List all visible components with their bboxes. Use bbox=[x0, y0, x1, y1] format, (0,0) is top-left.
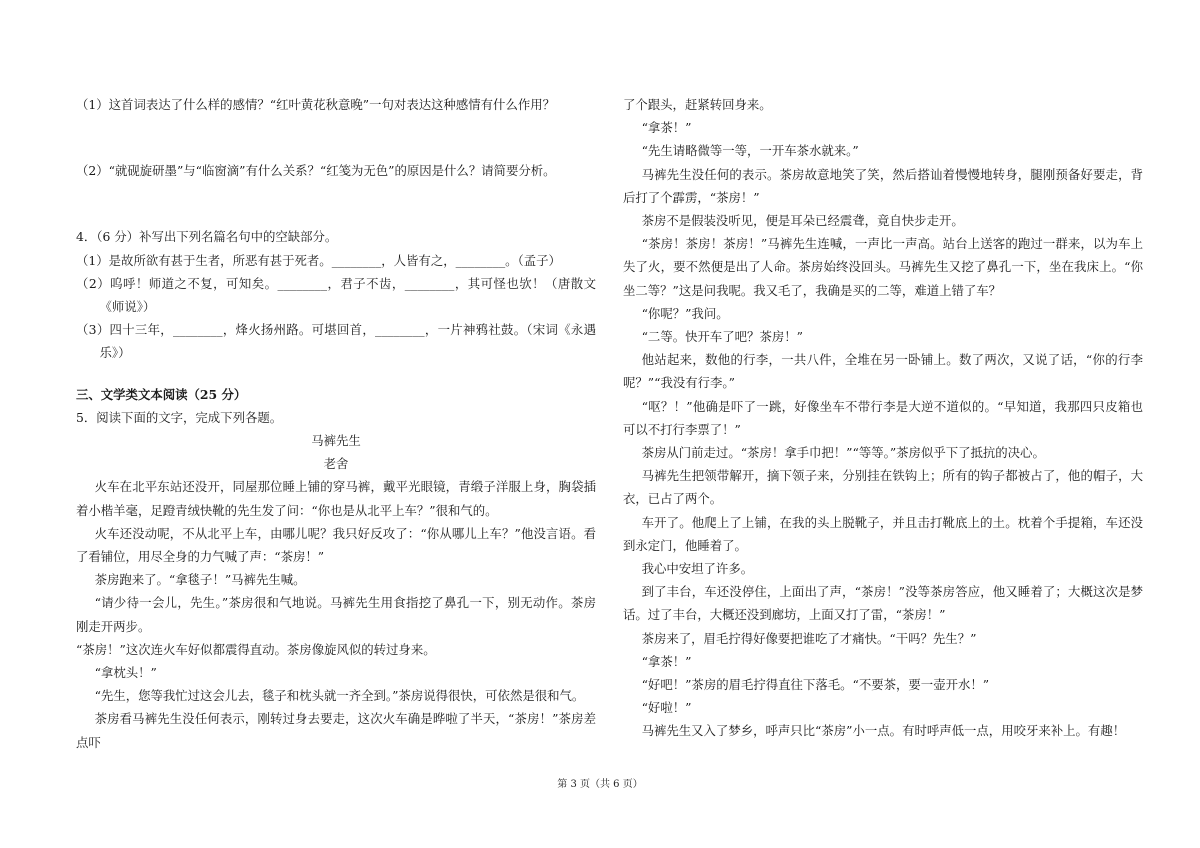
story-paragraph: 茶房不是假装没听见，便是耳朵已经震聋，竟自快步走开。 bbox=[641, 213, 964, 229]
section-3-title: 三、文学类文本阅读（25 分） bbox=[76, 386, 247, 402]
story-paragraph: “先生请略微等一等，一开车茶水就来。” bbox=[641, 143, 859, 159]
story-paragraph: 我心中安坦了许多。 bbox=[641, 561, 754, 577]
right-column bbox=[623, 93, 1143, 743]
story-paragraph: 茶房看马裤先生没任何表示，刚转过身去要走，这次火车确是晔啦了半天，“茶房！”茶房差点吓 bbox=[76, 711, 596, 750]
story-author: 老舍 bbox=[323, 456, 349, 472]
question-4-title: 4．（6 分）补写出下列名篇名句中的空缺部分。 bbox=[76, 229, 338, 245]
question-4-item-2: （2）呜呼！师道之不复，可知矣。________，君子不齿，________，其可怪也欤！（唐散文《师说》） bbox=[76, 275, 596, 315]
story-paragraph: “你呢？”我问。 bbox=[641, 305, 729, 321]
story-paragraph: 火车还没动呢，不从北平上车，由哪儿呢？我只好反攻了：“你从哪儿上车？”他没言语。看了看铺位，用尽全身的力气喊了声：“茶房！” bbox=[76, 525, 596, 565]
story-paragraph: 马裤先生没任何的表示。茶房故意地笑了笑，然后搭讪着慢慢地转身，腿刚预备好要走，背后打了个霹雳，“茶房！” bbox=[623, 166, 1143, 205]
story-paragraph: “好吧！”茶房的眉毛拧得直往下落毛。“不要茶，要一壶开水！” bbox=[641, 677, 990, 693]
story-paragraph: 茶房跑来了。“拿毯子！”马裤先生喊。 bbox=[94, 572, 306, 588]
question-1: （1）这首词表达了什么样的感情？“红叶黄花秋意晚”一句对表达这种感情有什么作用？ bbox=[76, 97, 556, 112]
story-paragraph: 火车在北平东站还没开，同屋那位睡上铺的穿马裤，戴平光眼镜，青缎子洋服上身，胸袋插着小楷羊毫，足蹬青绒快靴的先生发了问：“你也是从北平上车？”很和气的。 bbox=[76, 479, 596, 518]
story-paragraph: 到了丰台，车还没停住，上面出了声，“茶房！”没等茶房答应，他又睡着了；大概这次是梦话。过了丰台，大概还没到廊坊，上面又打了雷，“茶房！” bbox=[623, 584, 1143, 623]
page-footer bbox=[0, 775, 1200, 790]
story-paragraph: “好啦！” bbox=[641, 700, 692, 716]
story-paragraph: “茶房！茶房！茶房！”马裤先生连喊，一声比一声高。站台上送客的跑过一群来，以为车上失了火，要不然便是出了人命。茶房始终没回头。马裤先生又挖了鼻孔一下，坐在我床上。“你坐二等？”这是问我呢。我又毛了，我确是买的二等，难道上错了车？ bbox=[623, 236, 1143, 298]
left-column bbox=[76, 93, 596, 754]
story-paragraph: 马裤先生又入了梦乡，呼声只比“茶房”小一点。有时呼声低一点，用咬牙来补上。有趣！ bbox=[641, 723, 1126, 739]
question-2: （2）“就砚旋研墨”与“临窗滴”有什么关系？“红笺为无色”的原因是什么？请简要分析。 bbox=[76, 163, 556, 179]
question-4-item-1: （1）是故所欲有甚于生者，所恶有甚于死者。________，人皆有之，________。（孟子） bbox=[76, 252, 561, 268]
story-title: 马裤先生 bbox=[311, 433, 361, 449]
question-4-item-3: （3）四十三年，________，烽火扬州路。可堪回首，________，一片神鸦社鼓。（宋词《永遇乐》） bbox=[76, 322, 596, 361]
story-paragraph: “先生，您等我忙过这会儿去，毯子和枕头就一齐全到。”茶房说得很快，可依然是很和气。 bbox=[94, 688, 585, 704]
story-paragraph: “请少待一会儿，先生。”茶房很和气地说。马裤先生用食指挖了鼻孔一下，别无动作。茶房刚走开两步。 bbox=[76, 595, 596, 634]
page-number: 第 3 页（共 6 页） bbox=[557, 779, 643, 790]
story-paragraph: “呕？！”他确是吓了一跳，好像坐车不带行李是大逆不道似的。“早知道，我那四只皮箱也可以不打行李票了！” bbox=[623, 398, 1143, 437]
story-paragraph: 茶房从门前走过。“茶房！拿手巾把！”“等等。”茶房似乎下了抵抗的决心。 bbox=[641, 445, 1045, 461]
story-paragraph: 车开了。他爬上了上铺，在我的头上脱靴子，并且击打靴底上的土。枕着个手提箱，车还没到永定门，他睡着了。 bbox=[623, 514, 1143, 553]
story-paragraph: “拿茶！” bbox=[641, 653, 692, 669]
story-paragraph: 他站起来，数他的行李，一共八件，全堆在另一卧铺上。数了两次，又说了话，“你的行李呢？”“我没有行李。” bbox=[623, 352, 1143, 391]
story-paragraph: 马裤先生把领带解开，摘下领子来，分别挂在铁钩上；所有的钩子都被占了，他的帽子，大衣，已占了两个。 bbox=[623, 468, 1143, 507]
story-paragraph: 茶房来了，眉毛拧得好像要把谁吃了才痛快。“干吗？先生？” bbox=[641, 630, 977, 646]
story-paragraph: 了个跟头，赶紧转回身来。 bbox=[623, 97, 772, 112]
story-paragraph: “二等。快开车了吧？茶房！” bbox=[641, 329, 803, 345]
story-paragraph: “茶房！”这次连火车好似都震得直动。茶房像旋风似的转过身来。 bbox=[76, 641, 436, 657]
question-5-title: 5．阅读下面的文字，完成下列各题。 bbox=[76, 409, 283, 425]
story-paragraph: “拿茶！” bbox=[641, 120, 692, 136]
story-paragraph: “拿枕头！” bbox=[94, 665, 157, 681]
